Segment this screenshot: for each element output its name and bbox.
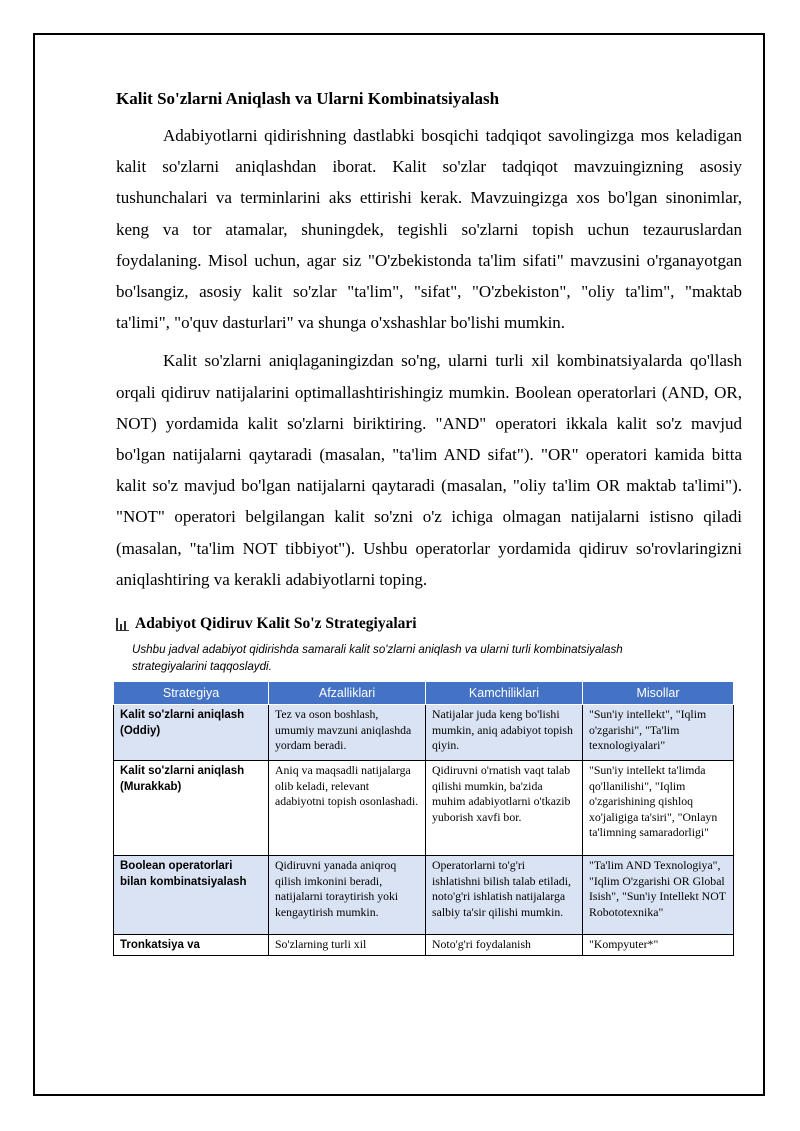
- strategies-table: [113, 681, 734, 956]
- examples-cell: "Sun'iy intellekt", "Iqlim o'zgarishi", "Ta'lim texnologiyalari": [583, 705, 734, 761]
- strategy-cell: Kalit so'zlarni aniqlash (Murakkab): [114, 761, 269, 856]
- header-cell: Misollar: [583, 682, 734, 705]
- header-cell: Afzalliklari: [269, 682, 426, 705]
- bar-chart-icon: [116, 618, 129, 631]
- section-heading: Kalit So'zlarni Aniqlash va Ularni Kombinatsiyalash: [116, 89, 500, 108]
- table-row: [114, 935, 734, 956]
- examples-cell: "Sun'iy intellekt ta'limda qo'llanilishi", "Iqlim o'zgarishining qishloq xo'jaligiga ta'siri", "Onlayn ta'limning samaradorligi": [583, 761, 734, 856]
- table-title: [116, 615, 742, 633]
- paragraph-2: Kalit so'zlarni aniqlaganingizdan so'ng, ularni turli xil kombinatsiyalarda qo'llash orqali qidiruv natijalarini optimallashtirishingiz mumkin. Boolean operatorlari (AND, OR, NOT) yordamida kalit so'zlarni biriktiring. "AND" operatori ikkala kalit so'z mavjud bo'lgan natijalarni qaytaradi (masalan, "ta'lim AND sifat"). "OR" operatori kamida bitta kalit so'z mavjud bo'lgan natijalarni qaytaradi (masalan, "oliy ta'lim OR maktab ta'limi"). "NOT" operatori belgilangan kalit so'zni o'z ichiga olmagan natijalarni istisno qiladi (masalan, "ta'lim NOT tibbiyot"). Ushbu operatorlar yordamida qidiruv so'rovlaringizni aniqlashtiring va kerakli adabiyotlarni toping.: [116, 351, 742, 589]
- disadvantages-cell: Qidiruvni o'rnatish vaqt talab qilishi mumkin, ba'zida muhim adabiyotlarni o'tkazib yuborish xavfi bor.: [426, 761, 583, 856]
- disadvantages-cell: Operatorlarni to'g'ri ishlatishni bilish talab etiladi, noto'g'ri ishlatish natijalarga salbiy ta'sir qilishi mumkin.: [426, 856, 583, 935]
- paragraph-1: Adabiyotlarni qidirishning dastlabki bosqichi tadqiqot savolingizga mos keladigan kalit so'zlarni aniqlashdan iborat. Kalit so'zlar tadqiqot mavzuingizning asosiy tushunchalari va terminlarini aks ettirishi kerak. Mavzuingizga xos bo'lgan sinonimlar, keng va tor atamalar, shuningdek, tegishli so'zlarni topish uchun tezauruslardan foydalaning. Misol uchun, agar siz "O'zbekistonda ta'lim sifati" mavzusini o'rganayotgan bo'lsangiz, asosiy kalit so'zlar "ta'lim", "sifat", "O'zbekiston", "oliy ta'lim", "maktab ta'limi", "o'quv dasturlari" va shunga o'xshashlar bo'lishi mumkin.: [116, 126, 742, 333]
- strategy-cell: Boolean operatorlari bilan kombinatsiyalash: [114, 856, 269, 935]
- advantages-cell: Tez va oson boshlash, umumiy mavzuni aniqlashda yordam beradi.: [269, 705, 426, 761]
- examples-cell: "Ta'lim AND Texnologiya", "Iqlim O'zgarishi OR Global Isish", "Sun'iy Intellekt NOT Robototexnika": [583, 856, 734, 935]
- advantages-cell: Qidiruvni yanada aniqroq qilish imkonini beradi, natijalarni toraytirish yoki kengaytirish mumkin.: [269, 856, 426, 935]
- strategy-cell: Kalit so'zlarni aniqlash (Oddiy): [114, 705, 269, 761]
- advantages-cell: So'zlarning turli xil: [269, 935, 426, 956]
- header-cell: Kamchiliklari: [426, 682, 583, 705]
- table-row: [114, 761, 734, 856]
- document-content: [116, 86, 742, 956]
- examples-cell: "Kompyuter*": [583, 935, 734, 956]
- strategy-cell: Tronkatsiya va: [114, 935, 269, 956]
- header-cell: Strategiya: [114, 682, 269, 705]
- disadvantages-cell: Natijalar juda keng bo'lishi mumkin, aniq adabiyot topish qiyin.: [426, 705, 583, 761]
- table-title-text: Adabiyot Qidiruv Kalit So'z Strategiyalari: [135, 615, 417, 633]
- table-header-row: [114, 682, 734, 705]
- table-row: [114, 705, 734, 761]
- disadvantages-cell: Noto'g'ri foydalanish: [426, 935, 583, 956]
- advantages-cell: Aniq va maqsadli natijalarga olib keladi, relevant adabiyotni topish osonlashadi.: [269, 761, 426, 856]
- table-row: [114, 856, 734, 935]
- table-caption: Ushbu jadval adabiyot qidirishda samarali kalit so'zlarni aniqlash va ularni turli kombinatsiyalash strategiyalarini taqqoslaydi.: [132, 643, 623, 674]
